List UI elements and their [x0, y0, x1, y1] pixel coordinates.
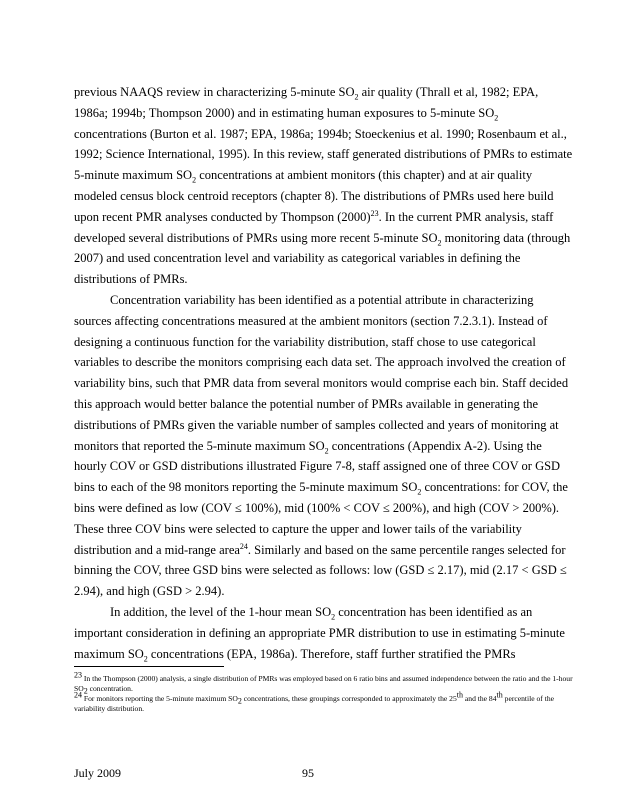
- superscript: th: [496, 690, 503, 700]
- footnote-text: concentrations, these groupings corresponded to approximately the 25: [241, 694, 457, 703]
- subscript: 2: [354, 92, 359, 102]
- text-run: concentrations (EPA, 1986a). Therefore, staff further stratified the PMRs: [147, 646, 516, 661]
- text-run: concentrations (Burton et al. 1987; EPA, 1986a; 1994b; Stoeckenius et al. 1990; Rosenbaum et al., 1992; Science International, 1995). In this review, staff generated distributions of PMRs to estimate 5-minute maximum SO: [74, 126, 573, 183]
- footnote-divider: [74, 666, 224, 667]
- footnote-number: 23: [74, 670, 82, 680]
- subscript: 2: [437, 238, 442, 248]
- page-number: 95: [302, 766, 314, 780]
- footer-date: July 2009: [74, 766, 122, 780]
- text-run: concentration has been identified as an important consideration in defining an appropriate PMR distribution to use in estimating 5-minute maximum SO: [74, 604, 565, 661]
- text-run: concentrations (Appendix A-2). Using the hourly COV or GSD distributions illustrated Figure 7-8, staff assigned one of three COV or GSD bins to each of the 98 monitors reporting the 5-minute maximum SO: [74, 438, 561, 495]
- subscript: 2: [331, 612, 336, 622]
- subscript: 2: [143, 654, 148, 664]
- paragraph-2: [74, 290, 574, 602]
- text-run: monitoring data (through 2007) and used concentration level and variability as categorical variables in defining the distributions of PMRs.: [74, 230, 571, 287]
- subscript: 2: [237, 696, 242, 706]
- text-run: previous NAAQS review in characterizing 5-minute SO: [74, 85, 355, 99]
- subscript: 2: [324, 446, 329, 456]
- footnote-text: percentile of the variability distribution.: [74, 694, 554, 713]
- paragraph-1: [74, 82, 574, 290]
- text-run: concentrations at ambient monitors (this chapter) and at air quality modeled census block centroid receptors (chapter 8). The distributions of PMRs used here build upon recent PMR analyses conducted by Thompson (2000): [74, 168, 554, 224]
- footnote-text: In the Thompson (2000) analysis, a single distribution of PMRs was employed based on 6 ratio bins and assumed independence between the ratio and the 1-hour SO: [74, 674, 573, 693]
- body-text: [74, 82, 574, 664]
- subscript: 2: [417, 487, 422, 497]
- footnote-ref-23: 23: [370, 208, 379, 218]
- text-run: . Similarly and based on the same percentile ranges selected for binning the COV, three GSD bins were selected as follows: low (GSD ≤ 2.17), mid (2.17 < GSD ≤ 2.94), and high (GSD > 2.94).: [74, 542, 567, 599]
- subscript: 2: [192, 175, 197, 185]
- subscript: 2: [83, 686, 88, 696]
- footnote-text: and the 84: [463, 694, 497, 703]
- footnote-number: 24: [74, 690, 82, 700]
- footnote-text: For monitors reporting the 5-minute maximum SO: [82, 694, 238, 703]
- text-run: Concentration variability has been identified as a potential attribute in characterizing sources affecting concentrations measured at the ambient monitors (section 7.2.3.1). Instead of designing a continuous function for the variability distribution, staff chose to use categorical variables to describe the monitors comprising each data set. The approach involved the creation of variability bins, such that PMR data from several monitors would comprise each bin. Staff decided this approach would better balance the potential number of PMRs available in generating the distributions of PMRs given the variable number of samples collected and years of monitoring at monitors that reported the 5-minute maximum SO: [74, 292, 569, 453]
- paragraph-3: [74, 602, 574, 664]
- footnote-text: concentration.: [87, 684, 133, 693]
- text-run: concentrations: for COV, the bins were defined as low (COV ≤ 100%), mid (100% < COV ≤ 200%), and high (COV > 200%). These three COV bins were selected to capture the upper and lower tails of the variability distribution and a mid-range area: [74, 480, 568, 557]
- footnote-24: [74, 690, 574, 714]
- text-run: In addition, the level of the 1-hour mean SO: [110, 604, 332, 619]
- superscript: th: [456, 690, 463, 700]
- text-run: air quality (Thrall et al, 1982; EPA, 1986a; 1994b; Thompson 2000) and in estimating human exposures to 5-minute SO: [74, 85, 539, 120]
- footnotes: [74, 670, 574, 714]
- subscript: 2: [494, 113, 499, 123]
- text-run: . In the current PMR analysis, staff developed several distributions of PMRs using more recent 5-minute SO: [74, 209, 554, 245]
- footnote-ref-24: 24: [239, 541, 248, 551]
